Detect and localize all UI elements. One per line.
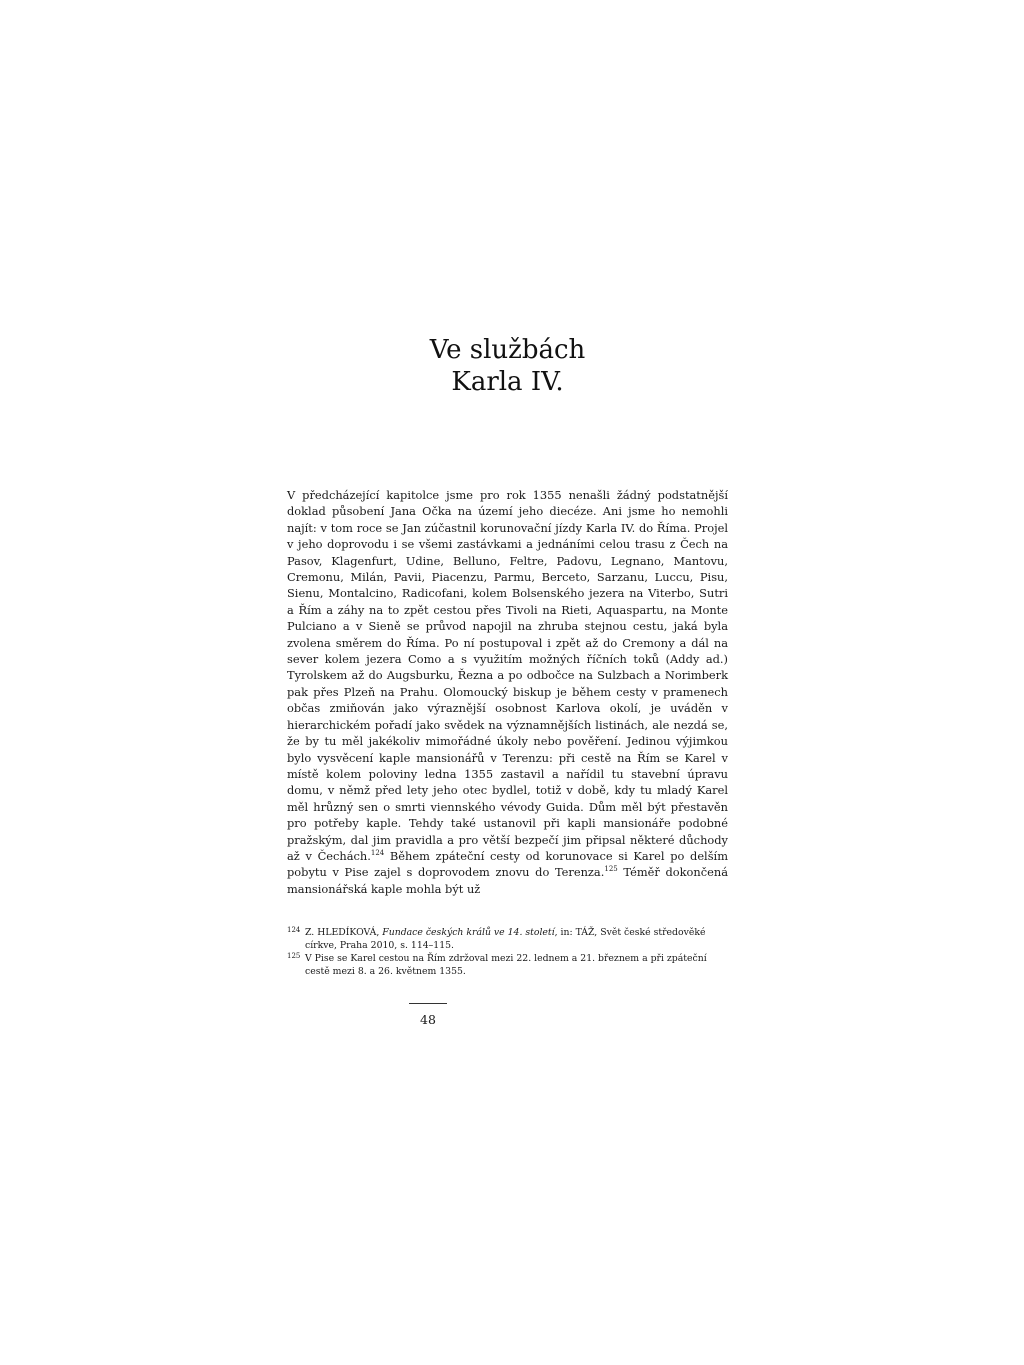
body-text-part-1: V předcházející kapitolce jsme pro rok 1355 nenašli žádný podstatnější doklad působení Jana Očka na území jeho diecéze. Ani jsme ho nemohli najít: v tom roce se Jan zúčastnil korunovační jízdy Karla IV. do Říma. Projel v jeho doprovodu i se všemi zastávkami a jednáními celou trasu z Čech na Pasov, Klagenfurt, Udine, Belluno, Feltre, Padovu, Legnano, Mantovu, Cremonu, Milán, Pavii, Piacenzu, Parmu, Berceto, Sarzanu, Luccu, Pisu, Sienu, Montalcino, Radicofani, kolem Bolsenského jezera na Viterbo, Sutri a Řím a záhy na to zpět cestou přes Tivoli na Rieti, Aquaspartu, na Monte Pulciano a v Sieně se průvod napojil na zhruba stejnou cestu, jaká byla zvolena směrem do Říma. Po ní postupoval i zpět až do Cremony a dál na sever kolem jezera Como a s využitím možných říčních toků (Addy ad.) Tyrolskem až do Augsburku, Řezna a po odbočce na Sulzbach a Norimberk pak přes Plzeň na Prahu. Olomoucký biskup je během cesty v pramenech občas zmiňován jako výraznější osobnost Karlova okolí, je uváděn v hierarchickém pořadí jako svědek na významnějších listinách, ale nezdá se, že by tu měl jakékoliv mimořádné úkoly nebo pověření. Jedinou výjimkou bylo vysvěcení kaple mansionářů v Terenzu: při cestě na Řím se Karel v místě kolem poloviny ledna 1355 zastavil a nařídil tu stavební úpravu domu, v němž před lety jeho otec bydlel, totiž v době, kdy tu mladý Karel měl hrůzný sen o smrti viennského vévody Guida. Dům měl být přestavěn pro potřeby kaple. Tehdy také ustanovil při kapli mansionáře podobné pražským, dal jim pravidla a pro větší bezpečí jim připsal některé důchody až v Čechách. [287,488,728,863]
body-text-part-2: Během zpáteční cesty od korunovace si Karel po delším pobytu v Pise zajel s doprovodem znovu do Terenza. [287,848,728,880]
footnote-ref-125[interactable]: 125 [604,865,618,874]
footnote-ref-124[interactable]: 124 [370,849,385,858]
footnote-work-title: Fundace českých králů ve 14. století [382,927,555,938]
footnote-text: V Pise se Karel cestou na Řím zdržoval mezi 22. lednem a 21. březnem a při zpáteční cestě mezi 8. a 26. květnem 1355. [305,953,707,977]
chapter-title-line-1: Ve službách [429,335,586,365]
page-number: 48 [420,1012,436,1027]
chapter-title [287,334,728,398]
footnote-124 [287,927,728,952]
footnotes [287,927,728,979]
footnote-number: 124 [287,926,301,934]
body-paragraph [287,487,728,897]
chapter-title-line-2: Karla IV. [451,367,564,397]
footnote-citation: , in: TÁŽ, Svět české středověké církve, Praha 2010, s. 114–115. [305,927,706,951]
footnote-author: Z. HLEDÍKOVÁ, [305,927,383,938]
page-number-rule [409,1003,447,1004]
footnote-125 [287,953,728,978]
footnote-number: 125 [287,952,301,961]
body-text-part-3: Téměř dokončená mansionářská kaple mohla být už [287,865,728,896]
